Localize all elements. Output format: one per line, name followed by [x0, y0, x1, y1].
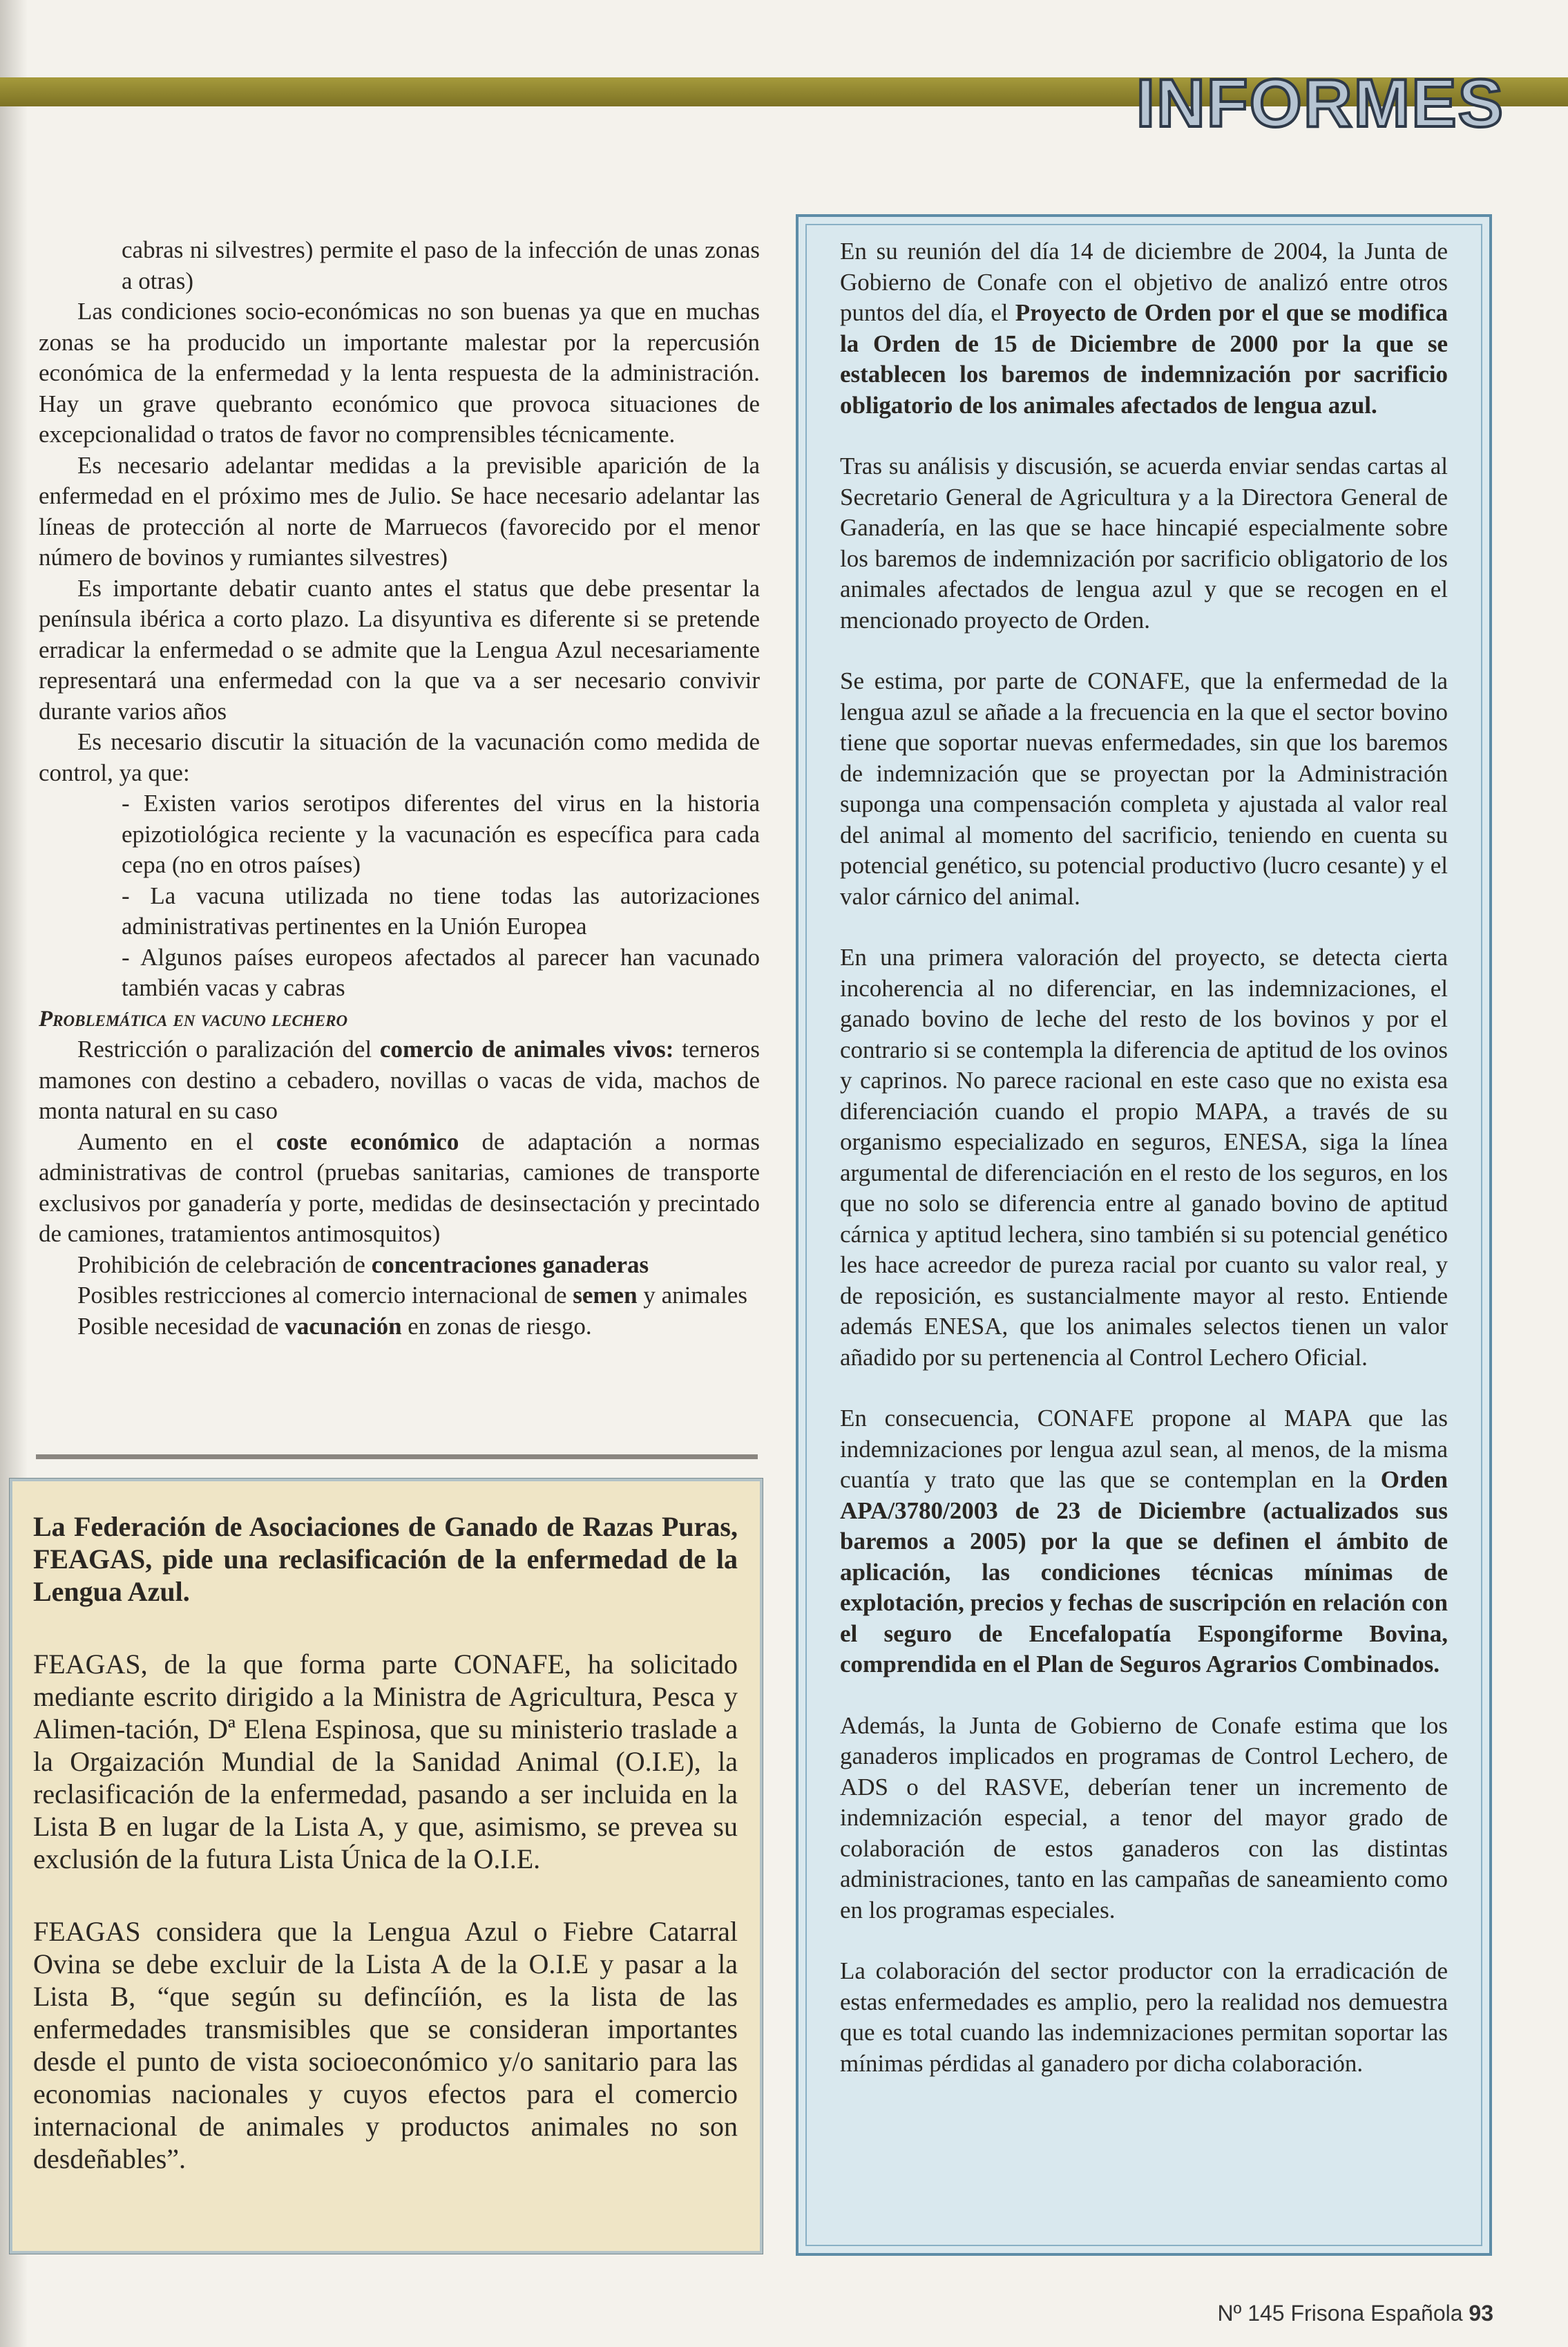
- section-title: INFORMES: [1136, 65, 1504, 141]
- item-text: en zonas de riesgo.: [401, 1312, 592, 1340]
- conafe-sidebar-box: [796, 214, 1492, 2256]
- page-number: 93: [1469, 2301, 1493, 2326]
- item-text: Posibles restricciones al comercio internacional de: [77, 1282, 573, 1309]
- box-paragraph: Tras su análisis y discusión, se acuerda enviar sendas cartas al Secretario General de Agricultura y a la Directora General de Ganadería, en las que se hace hincapié especialmente sobre los baremos de indemnización por sacrificio obligatorio de los animales afectados de lengua azul y que se recogen en el mencionado proyecto de Orden.: [840, 453, 1448, 634]
- list-item: [39, 1250, 760, 1281]
- box-paragraph: [840, 236, 1448, 421]
- item-text: Aumento en el: [77, 1128, 276, 1155]
- issue-label: Nº 145 Frisona Española: [1217, 2301, 1463, 2326]
- item-emphasis: comercio de animales vivos:: [379, 1036, 674, 1063]
- feagas-sidebar-box: [10, 1479, 763, 2254]
- box-paragraph: Además, la Junta de Gobierno de Conafe estima que los ganaderos implicados en programas de Control Lechero, de ADS o del RASVE, deberían tener un incremento de indemnización especial, a tenor del mayor grado de colaboración de estos ganaderos con las distintas administraciones, tanto en las campañas de saneamiento como en los programas especiales.: [840, 1711, 1448, 1923]
- paragraph-text: En consecuencia, CONAFE propone al MAPA que las indemnizaciones por lengua azul sean, al menos, de la misma cuantía y trato que las que se contemplan en la: [840, 1405, 1448, 1493]
- section-divider: [36, 1454, 758, 1459]
- box-paragraph: FEAGAS, de la que forma parte CONAFE, ha solicitado mediante escrito dirigido a la Ministra de Agricultura, Pesca y Alimen-tación, Dª Elena Espinosa, que su ministerio traslade a la Orgaización Mundial de la Sanidad Animal (O.I.E), la reclasificación de la enfermedad, pasando a ser incluida en la Lista B en lugar de la Lista A, y que, asimismo, se prevea su exclusión de la futura Lista Única de la O.I.E.: [33, 1648, 738, 1874]
- item-emphasis: concentraciones ganaderas: [371, 1251, 649, 1278]
- box-title: La Federación de Asociaciones de Ganado de Razas Puras, FEAGAS, pide una reclasificación de la enfermedad de la Lengua Azul.: [33, 1511, 738, 1607]
- list-item: [39, 1280, 760, 1311]
- item-text: de adaptación a normas administrativas de control (pruebas sanitarias, camiones de transporte exclusivos por ganadería y porte, medidas de desinsectación y precintado de camiones, tratamientos antimosquitos): [39, 1128, 760, 1247]
- paragraph: Las condiciones socio-económicas no son buenas ya que en muchas zonas se ha producido un importante malestar por la repercusión económica de la enfermedad y la lenta respuesta de la administración. Hay un grave quebranto económico que provoca situaciones de excepcionalidad o tratos de favor no comprensibles técnicamente.: [39, 298, 760, 448]
- paragraph-emphasis: Proyecto de Orden por el que se modifica la Orden de 15 de Diciembre de 2000 por la que se establecen los baremos de indemnización por sacrificio obligatorio de los animales afectados de lengua azul.: [840, 299, 1448, 419]
- page-footer: [1218, 2301, 1493, 2326]
- paragraph: Es necesario discutir la situación de la vacunación como medida de control, ya que:: [39, 728, 760, 786]
- item-text: Posible necesidad de: [77, 1312, 285, 1340]
- paragraph: Es importante debatir cuanto antes el status que debe presentar la península ibérica a corto plazo. La disyuntiva es diferente si se pretende erradicar la enfermedad o se admite que la Lengua Azul necesariamente representará una enfermedad con la que va a ser necesario convivir durante varios años: [39, 574, 760, 725]
- item-text: Prohibición de celebración de: [77, 1251, 372, 1278]
- bullet-item: - La vacuna utilizada no tiene todas las autorizaciones administrativas pertinentes en la Unión Europea: [122, 882, 760, 940]
- box-paragraph: [840, 1403, 1448, 1680]
- bullet-item: - Existen varios serotipos diferentes del virus en la historia epizotiológica reciente y la vacunación es específica para cada cepa (no en otros países): [122, 790, 760, 878]
- left-column: [39, 235, 760, 1342]
- paragraph: cabras ni silvestres) permite el paso de la infección de unas zonas a otras): [122, 236, 760, 294]
- list-item: [39, 1034, 760, 1127]
- box-paragraph: FEAGAS considera que la Lengua Azul o Fiebre Catarral Ovina se debe excluir de la Lista A de la O.I.E y pasar a la Lista B, “que según su defincíión, es la lista de las enfermedades transmisibles que se consideran importantes desde el punto de vista socioeconómico y/o sanitario para las economias nacionales y cuyos efectos para el comercio internacional de animales y productos animales no son desdeñables”.: [33, 1916, 738, 2174]
- item-text: terneros mamones con destino a cebadero, novillas o vacas de vida, machos de monta natural en su caso: [39, 1036, 760, 1124]
- list-item: [39, 1311, 760, 1342]
- list-item: [39, 1127, 760, 1250]
- paragraph-text: En su reunión del día 14 de diciembre de 2004, la Junta de Gobierno de Conafe con el objetivo de analizó entre otros puntos del día, el: [840, 238, 1448, 326]
- item-emphasis: semen: [573, 1282, 638, 1309]
- box-paragraph: La colaboración del sector productor con la erradicación de estas enfermedades es amplio, pero la realidad nos demuestra que es total cuando las indemnizaciones permitan soportar las mínimas pérdidas al ganadero por dicha colaboración.: [840, 1957, 1448, 2077]
- item-text: Restricción o paralización del: [77, 1036, 380, 1063]
- bullet-item: - Algunos países europeos afectados al parecer han vacunado también vacas y cabras: [122, 943, 760, 1001]
- subheading: Problemática en vacuno lechero: [39, 1006, 348, 1032]
- paragraph: Es necesario adelantar medidas a la previsible aparición de la enfermedad en el próximo mes de Julio. Se hace necesario adelantar las líneas de protección al norte de Marruecos (favorecido por el menor número de bovinos y rumiantes silvestres): [39, 451, 760, 571]
- box-paragraph: Se estima, por parte de CONAFE, que la enfermedad de la lengua azul se añade a la frecuencia en la que el sector bovino tiene que soportar nuevas enfermedades, sin que los baremos de indemnización que se proyectan por la Administración suponga una compensación completa y ajustada al valor real del animal al momento del sacrificio, teniendo en cuenta su potencial genético, su potencial productivo (lucro cesante) y el valor cárnico del animal.: [840, 667, 1448, 910]
- paragraph-emphasis: Orden APA/3780/2003 de 23 de Diciembre (actualizados sus baremos a 2005) por la que se definen el ámbito de aplicación, las condiciones técnicas mínimas de explotación, precios y fechas de suscripción en relación con el seguro de Encefalopatía Espongiforme Bovina, comprendida en el Plan de Seguros Agrarios Combinados.: [840, 1466, 1448, 1678]
- item-emphasis: coste económico: [276, 1128, 459, 1155]
- item-text: y animales: [637, 1282, 747, 1309]
- item-emphasis: vacunación: [285, 1312, 402, 1340]
- box-paragraph: En una primera valoración del proyecto, se detecta cierta incoherencia al no diferenciar, en las indemnizaciones, el ganado bovino de leche del resto de los bovinos y por el contrario si se contempla la diferencia de aptitud de los ovinos y caprinos. No parece racional en este caso que no exista esa diferenciación cuando el propio MAPA, a través de su organismo especializado en seguros, ENESA, siga la línea argumental de diferenciación en el resto de los seguros, en los que no solo se diferencia entre al ganado bovino de aptitud cárnica y aptitud lechera, sino también si su potencial genético les hace acreedor de pureza racial por cuanto su valor real, y de reposición, es sustancialmente mayor al resto. Entiende además ENESA, que los animales selectos tienen un valor añadido por su pertenencia al Control Lechero Oficial.: [840, 944, 1448, 1371]
